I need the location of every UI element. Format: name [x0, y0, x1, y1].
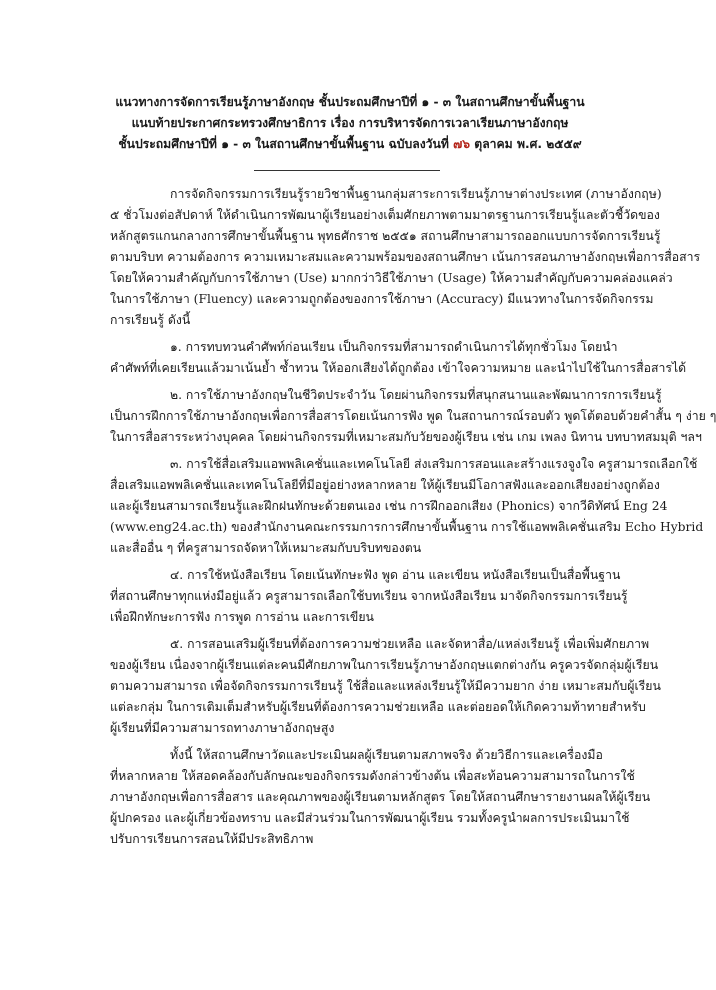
- paragraph-line: และผู้เรียนสามารถเรียนรู้และฝึกฝนทักษะด้วยตนเอง เช่น การฝึกออกเสียง (Phonics) จากวีดิทัศน์ Eng 24: [110, 499, 668, 513]
- title-divider: [254, 170, 440, 171]
- paragraph: [110, 184, 701, 331]
- title-line-1: แนวทางการจัดการเรียนรู้ภาษาอังกฤษ ชั้นประถมศึกษาปีที่ ๑ - ๓ ในสถานศึกษาขั้นพื้นฐาน: [115, 95, 585, 109]
- paragraph: [110, 565, 650, 628]
- paragraph-line: ที่สถานศึกษาทุกแห่งมีอยู่แล้ว ครูสามารถเลือกใช้บทเรียน จากหนังสือเรียน มาจัดกิจกรรมการเรียนรู้: [110, 589, 628, 603]
- document-body: [110, 184, 716, 856]
- paragraph-line: ที่หลากหลาย ให้สอดคล้องกับลักษณะของกิจกรรมดังกล่าวข้างต้น เพื่อสะท้อนความสามารถในการใช้: [110, 769, 635, 783]
- paragraph-line: ๕ ชั่วโมงต่อสัปดาห์ ให้ดำเนินการพัฒนาผู้เรียนอย่างเต็มศักยภาพตามมาตรฐานการเรียนรู้และตัวชี้วัดของ: [110, 208, 660, 222]
- paragraph-line: เพื่อฝึกทักษะการฟัง การพูด การอ่าน และการเขียน: [110, 610, 374, 624]
- paragraph-line: หลักสูตรแกนกลางการศึกษาขั้นพื้นฐาน พุทธศักราช ๒๕๕๑ สถานศึกษาสามารถออกแบบการจัดการเรียนรู้: [110, 229, 661, 243]
- paragraph-line: ๔. การใช้หนังสือเรียน โดยเน้นทักษะฟัง พูด อ่าน และเขียน หนังสือเรียนเป็นสื่อพื้นฐาน: [170, 568, 621, 582]
- title-line-3: [60, 134, 640, 155]
- title-line-2: แนบท้ายประกาศกระทรวงศึกษาธิการ เรื่อง การบริหารจัดการเวลาเรียนภาษาอังกฤษ: [131, 116, 569, 130]
- paragraph-line: ของผู้เรียน เนื่องจากผู้เรียนแต่ละคนมีศักยภาพในการเรียนรู้ภาษาอังกฤษแตกต่างกัน ครูควรจัดกลุ่มผู้เรียน: [110, 658, 659, 672]
- paragraph-line: และสื่ออื่น ๆ ที่ครูสามารถจัดหาให้เหมาะสมกับบริบทของตน: [110, 541, 422, 555]
- paragraph-line: ผู้ปกครอง และผู้เกี่ยวข้องทราบ และมีส่วนร่วมในการพัฒนาผู้เรียน รวมทั้งครูนำผลการประเมินมาใช้: [110, 811, 630, 825]
- paragraph-line: ในการสื่อสารระหว่างบุคคล โดยผ่านกิจกรรมที่เหมาะสมกับวัยของผู้เรียน เช่น เกม เพลง นิทาน บทบาทสมมุติ ฯลฯ: [110, 430, 702, 444]
- title-line-3-suffix: ตุลาคม พ.ศ. ๒๕๕๙: [474, 137, 582, 151]
- paragraph-line: ตามบริบท ความต้องการ ความเหมาะสมและความพร้อมของสถานศึกษา เน้นการสอนภาษาอังกฤษเพื่อการสื่อสาร: [110, 250, 701, 264]
- title-line-3-prefix: ชั้นประถมศึกษาปีที่ ๑ - ๓ ในสถานศึกษาขั้นพื้นฐาน ฉบับลงวันที่: [118, 137, 449, 151]
- paragraph-line: ๒. การใช้ภาษาอังกฤษในชีวิตประจำวัน โดยผ่านกิจกรรมที่สนุกสนานและพัฒนาการการเรียนรู้: [170, 388, 662, 402]
- paragraph: [110, 385, 716, 448]
- paragraph-line: การเรียนรู้ ดังนี้: [110, 313, 191, 327]
- paragraph: [110, 454, 704, 559]
- paragraph-line: ๓. การใช้สื่อเสริมแอพพลิเคชั่นและเทคโนโลยี ส่งเสริมการสอนและสร้างแรงจูงใจ ครูสามารถเลือกใช้: [170, 457, 698, 471]
- paragraph: [110, 337, 687, 379]
- paragraph-line: (www.eng24.ac.th) ของสำนักงานคณะกรรมการการศึกษาขั้นพื้นฐาน การใช้แอพพลิเคชั่นเสริม Echo Hybrid: [110, 520, 704, 534]
- paragraph-line: ๕. การสอนเสริมผู้เรียนที่ต้องการความช่วยเหลือ และจัดหาสื่อ/แหล่งเรียนรู้ เพื่อเพิ่มศักยภาพ: [170, 637, 650, 651]
- paragraph: [110, 634, 661, 739]
- paragraph-line: คำศัพท์ที่เคยเรียนแล้วมาเน้นย้ำ ซ้ำทวน ให้ออกเสียงได้ถูกต้อง เข้าใจความหมาย และนำไปใช้ในการสื่อสารได้: [110, 361, 687, 375]
- paragraph-line: ๑. การทบทวนคำศัพท์ก่อนเรียน เป็นกิจกรรมที่สามารถดำเนินการได้ทุกชั่วโมง โดยนำ: [170, 340, 618, 354]
- paragraph-line: เป็นการฝึกการใช้ภาษาอังกฤษเพื่อการสื่อสารโดยเน้นการฟัง พูด ในสถานการณ์รอบตัว พูดโต้ตอบด้วยคำสั้น ๆ ง่าย ๆ: [110, 409, 716, 423]
- paragraph-line: สื่อเสริมแอพพลิเคชั่นและเทคโนโลยีที่มีอยู่อย่างหลากหลาย ให้ผู้เรียนมีโอกาสฟังและออกเสียงอย่างถูกต้อง: [110, 478, 660, 492]
- paragraph-line: ปรับการเรียนการสอนให้มีประสิทธิภาพ: [110, 832, 314, 846]
- paragraph-line: ทั้งนี้ ให้สถานศึกษาวัดและประเมินผลผู้เรียนตามสภาพจริง ด้วยวิธีการและเครื่องมือ: [170, 748, 603, 762]
- paragraph-line: ผู้เรียนที่มีความสามารถทางภาษาอังกฤษสูง: [110, 721, 335, 735]
- paragraph-line: แต่ละกลุ่ม ในการเติมเต็มสำหรับผู้เรียนที่ต้องการความช่วยเหลือ และต่อยอดให้เกิดความท้าทายสำหรับ: [110, 700, 646, 714]
- paragraph-line: โดยให้ความสำคัญกับการใช้ภาษา (Use) มากกว่าวิธีใช้ภาษา (Usage) ให้ความสำคัญกับความคล่องแคล่ว: [110, 271, 673, 285]
- handwritten-date: ๗๖: [453, 137, 471, 151]
- paragraph-line: ภาษาอังกฤษเพื่อการสื่อสาร และคุณภาพของผู้เรียนตามหลักสูตร โดยให้สถานศึกษารายงานผลให้ผู้เรียน: [110, 790, 651, 804]
- paragraph: [110, 745, 650, 850]
- paragraph-line: การจัดกิจกรรมการเรียนรู้รายวิชาพื้นฐานกลุ่มสาระการเรียนรู้ภาษาต่างประเทศ (ภาษาอังกฤษ): [170, 187, 662, 201]
- paragraph-line: ในการใช้ภาษา (Fluency) และความถูกต้องของการใช้ภาษา (Accuracy) มีแนวทางในการจัดกิจกรรม: [110, 292, 654, 306]
- document-title: [60, 92, 640, 155]
- paragraph-line: ตามความสามารถ เพื่อจัดกิจกรรมการเรียนรู้ ใช้สื่อและแหล่งเรียนรู้ให้มีความยาก ง่าย เหมาะสมกับผู้เรียน: [110, 679, 661, 693]
